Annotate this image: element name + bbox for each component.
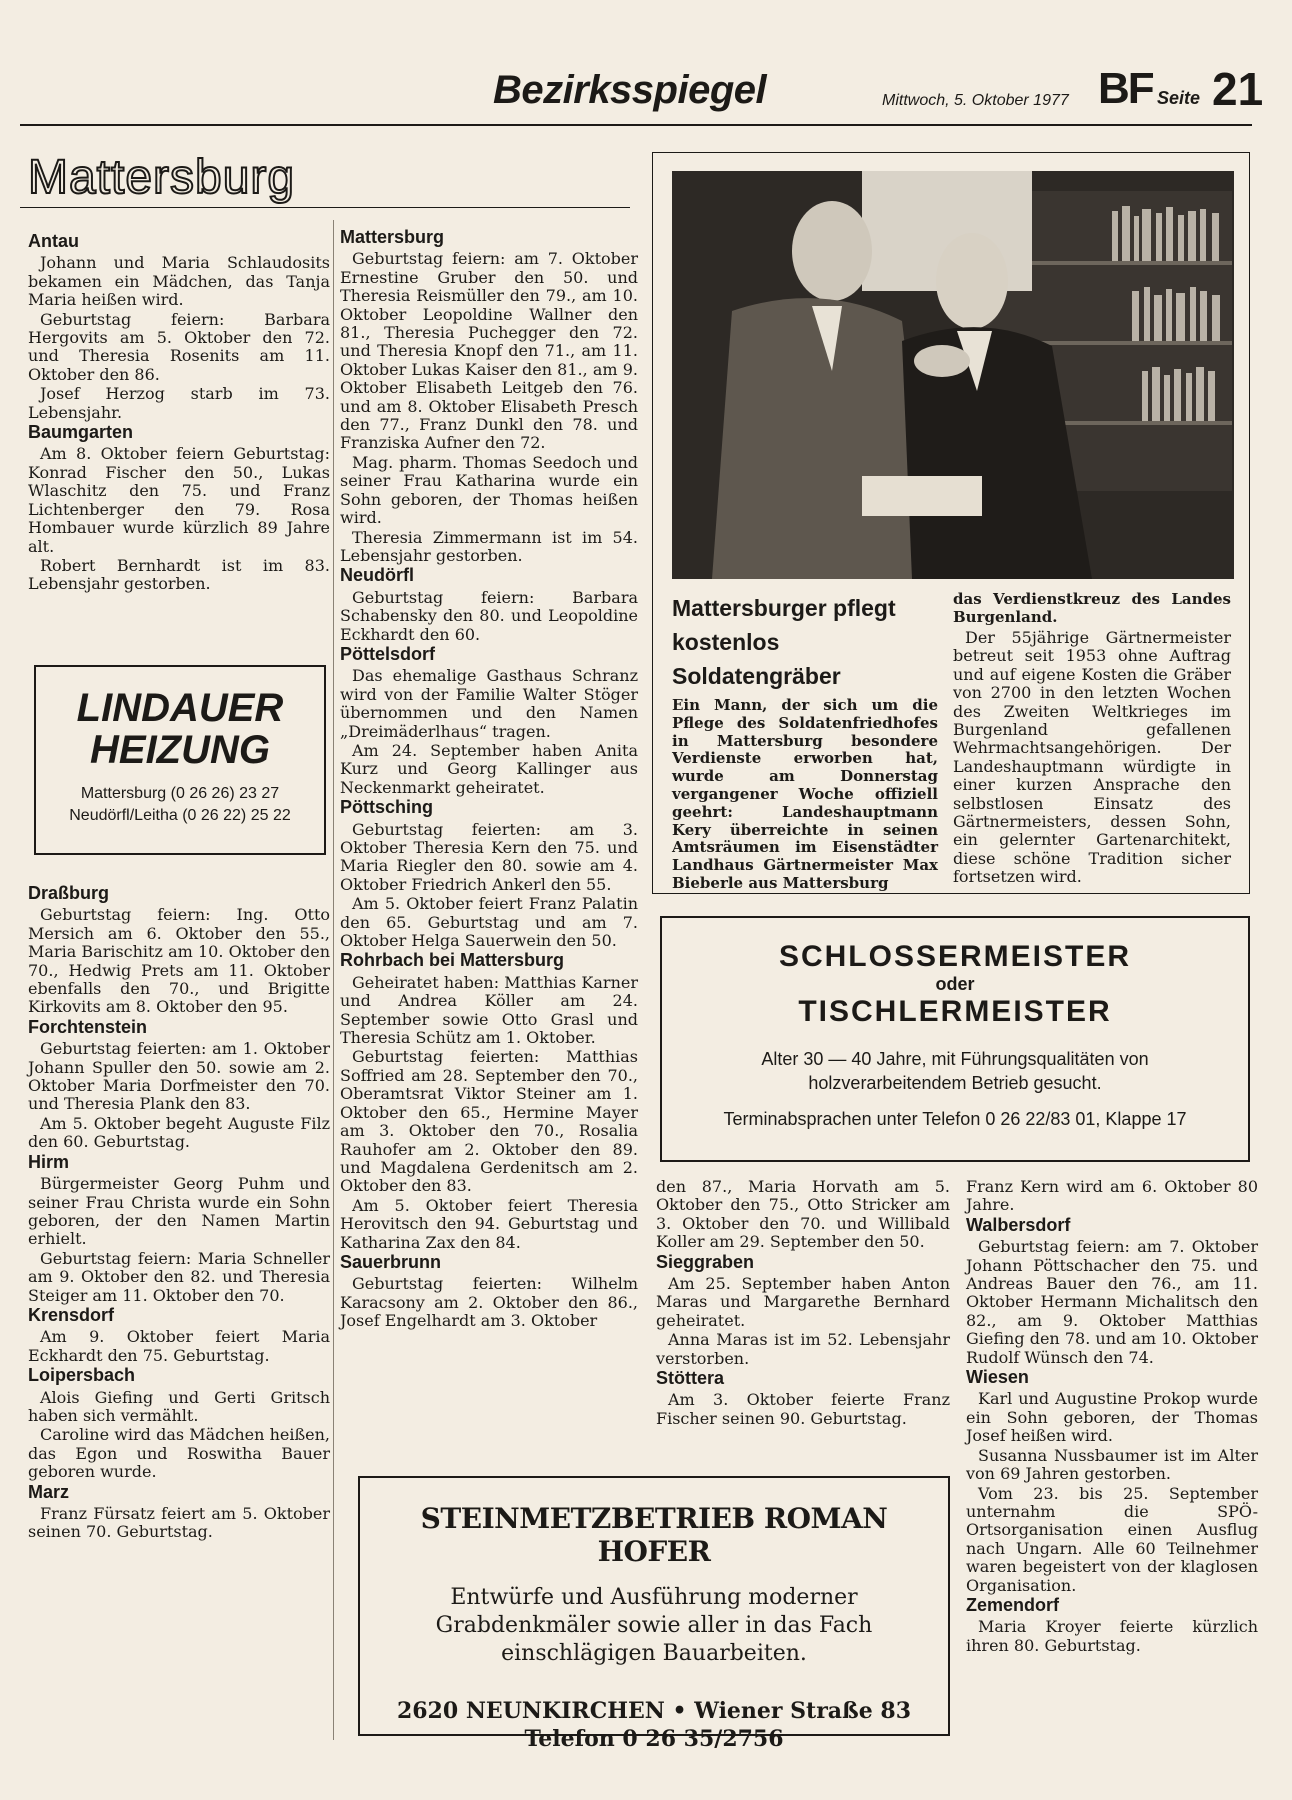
paragraph: Am 24. September haben Anita Kurz und Georg Kallinger aus Neckenmarkt geheiratet.: [340, 740, 638, 797]
article-marz: [28, 1483, 330, 1542]
article-hirm: [28, 1153, 330, 1305]
paragraph: Susanna Nussbaumer ist im Alter von 69 Jahren gestorben.: [966, 1445, 1258, 1484]
feature-photo: [672, 171, 1234, 579]
headline-line: Soldatengräber: [672, 663, 841, 689]
article-heading: Stöttera: [656, 1368, 725, 1389]
article-heading: Hirm: [28, 1151, 70, 1172]
article-heading: Marz: [28, 1481, 70, 1502]
ad-lindauer-line1: LINDAUER: [76, 686, 284, 730]
paragraph: Am 9. Oktober feiert Maria Eckhardt den 75. Geburtstag.: [28, 1327, 330, 1365]
paper-logo: BF: [1098, 64, 1153, 113]
ad-steinmetz-address: 2620 NEUNKIRCHEN • Wiener Straße 83: [396, 1698, 912, 1724]
ad-steinmetz-title: STEINMETZBETRIEB ROMAN HOFER: [420, 1502, 888, 1568]
article-zemendorf: [966, 1596, 1258, 1655]
paragraph: Theresia Zimmermann ist im 54. Lebensjahr gestorben.: [340, 527, 638, 565]
paragraph: Alois Giefing und Gerti Gritsch haben sich vermählt.: [28, 1387, 330, 1425]
article-heading: Wiesen: [966, 1367, 1029, 1388]
paragraph: Das ehemalige Gasthaus Schranz wird von der Familie Walter Stöger übernommen und den Namen „Dreimäderlhaus“ tragen.: [340, 666, 638, 741]
article-heading: Loipersbach: [28, 1365, 136, 1386]
paragraph: Am 3. Oktober feierte Franz Fischer seinen 90. Geburtstag.: [656, 1390, 950, 1428]
article-neudoerfl: [340, 566, 638, 644]
article-sauerbrunn-continued: [656, 1178, 950, 1252]
paragraph: Geburtstag feierten: Wilhelm Karacsony am 2. Oktober den 86., Josef Engelhardt am 3. Oktober: [340, 1274, 638, 1331]
column-1-top: [28, 232, 330, 595]
paragraph: Caroline wird das Mädchen heißen, das Egon und Roswitha Bauer geboren wurde.: [28, 1425, 330, 1482]
paragraph: Johann und Maria Schlaudosits bekamen ein Mädchen, das Tanja Maria heißen wird.: [28, 253, 330, 310]
page-number: 21: [1212, 63, 1264, 115]
paragraph: den 87., Maria Horvath am 5. Oktober den 75., Otto Stricker am 3. Oktober den 70. und Willibald Koller am 29. September den 50.: [656, 1177, 950, 1252]
ad-steinmetz-text: Entwürfe und Ausführung moderner Grabdenkmäler sowie aller in das Fach einschlägigen Bauarbeiten.: [435, 1585, 873, 1666]
feature-lead: Ein Mann, der sich um die Pflege des Soldatenfriedhofes in Mattersburg besondere Verdienste erworben hat, wurde am Donnerstag vergangener Woche offiziell geehrt: Landeshauptmann Kery überreichte in seinen Amtsräumen im Eisenstädter Landhaus Gärtnermeister Max Bieberle aus Mattersburg: [672, 696, 938, 892]
paragraph: Geburtstag feiern: am 7. Oktober Johann Pöttschacher den 75. und Andreas Bauer den 76., am 11. Oktober Hermann Michalitsch den 82., am 9. Oktober Matthias Giefing den 78. und am 10. Oktober Rudolf Wünsch den 74.: [966, 1237, 1258, 1367]
article-stoettera-continued: [966, 1178, 1258, 1215]
paragraph: Franz Fürsatz feiert am 5. Oktober seinen 70. Geburtstag.: [28, 1504, 330, 1542]
article-heading: Sieggraben: [656, 1251, 755, 1272]
ad-schlossermeister: [660, 916, 1250, 1162]
ad-steinmetzbetrieb: [358, 1476, 950, 1752]
article-sauerbrunn: [340, 1253, 638, 1331]
ad-schlosser-line3: TISCHLERMEISTER: [798, 995, 1112, 1028]
article-heading: Baumgarten: [28, 422, 134, 443]
paragraph: Geburtstag feierten: am 1. Oktober Johann Spuller den 50. sowie am 2. Oktober Maria Dorfmeister den 70. und Theresia Plank den 83.: [28, 1039, 330, 1114]
article-heading: Neudörfl: [340, 565, 414, 586]
feature-lead-continued: das Verdienstkreuz des Landes Burgenland.: [953, 590, 1231, 626]
article-heading: Pöttelsdorf: [340, 643, 436, 664]
column-1-bottom: [28, 884, 330, 1543]
ad-lindauer-line2: HEIZUNG: [90, 728, 270, 772]
paragraph: Karl und Augustine Prokop wurde ein Sohn geboren, der Thomas Josef heißen wird.: [966, 1389, 1258, 1446]
paragraph: Geburtstag feiern: Barbara Schabensky den 80. und Leopoldine Eckhardt den 60.: [340, 587, 638, 644]
feature-headline: [672, 591, 922, 693]
paragraph: Josef Herzog starb im 73. Lebensjahr.: [28, 384, 330, 422]
article-walbersdorf: [966, 1216, 1258, 1367]
district-title: Mattersburg: [28, 151, 296, 204]
article-heading: Forchtenstein: [28, 1016, 148, 1037]
article-baumgarten: [28, 423, 330, 594]
headline-line: kostenlos: [672, 629, 780, 655]
header-rule: [20, 124, 1252, 126]
ad-schlosser-line2: oder: [935, 974, 975, 994]
ad-lindauer-phone1: Mattersburg (0 26 26) 23 27: [80, 785, 280, 802]
issue-date: Mittwoch, 5. Oktober 1977: [882, 92, 1069, 109]
photo-illustration: [672, 171, 1234, 579]
ad-lindauer-heizung: [34, 665, 326, 855]
article-heading: Mattersburg: [340, 227, 445, 247]
article-forchtenstein: [28, 1018, 330, 1152]
article-stoettera: [656, 1369, 950, 1428]
paragraph: Am 8. Oktober feiern Geburtstag: Konrad Fischer den 50., Lukas Wlaschitz den 75. und Franz Lichtenberger den 79. Rosa Hombauer wurde kürzlich 89 Jahre alt.: [28, 444, 330, 556]
paragraph: Franz Kern wird am 6. Oktober 80 Jahre.: [966, 1177, 1258, 1215]
ad-steinmetz-phone: Telefon 0 26 35/2756: [524, 1726, 784, 1752]
paragraph: Robert Bernhardt ist im 83. Lebensjahr gestorben.: [28, 555, 330, 594]
paragraph: Am 5. Oktober begeht Auguste Filz den 60. Geburtstag.: [28, 1113, 330, 1152]
ad-schlosser-text: Alter 30 — 40 Jahre, mit Führungsqualitäten von holzverarbeitendem Betrieb gesucht.: [761, 1049, 1149, 1093]
article-heading: Walbersdorf: [966, 1214, 1071, 1235]
article-heading: Draßburg: [28, 883, 109, 903]
article-sieggraben: [656, 1253, 950, 1368]
feature-box: [652, 152, 1250, 894]
article-drassburg: [28, 884, 330, 1017]
feature-body: Der 55jährige Gärtnermeister betreut seit 1953 ohne Auftrag und auf eigene Kosten die Gräber von 2700 in den letzten Wochen des Zweiten Weltkrieges im Burgenland gefallenen Wehrmachtsangehörigen. Der Landeshauptmann würdigte in einer kurzen Ansprache den selbstlosen Einsatz des Gärtnermeisters, dessen Sohn, ein gelernter Gartenarchitekt, diese schöne Tradition sicher fortsetzen wird.: [953, 628, 1231, 887]
paragraph: Mag. pharm. Thomas Seedoch und seiner Frau Katharina wurde ein Sohn geboren, der Thomas heißen wird.: [340, 452, 638, 528]
paragraph: Bürgermeister Georg Puhm und seiner Frau Christa wurde ein Sohn geboren, der den Namen Martin erhielt.: [28, 1174, 330, 1249]
article-rohrbach: [340, 951, 638, 1252]
article-heading: Sauerbrunn: [340, 1251, 442, 1272]
column-2: [340, 228, 638, 1332]
paragraph: Maria Kroyer feierte kürzlich ihren 80. Geburtstag.: [966, 1617, 1258, 1655]
masthead-rule: [20, 207, 630, 208]
paragraph: Geburtstag feiern: Ing. Otto Mersich am 6. Oktober den 55., Maria Barischitz am 10. Oktober den 70., Hedwig Prets am 11. Oktober ebenfalls den 70., und Brigitte Kirkovits am 8. Oktober den 95.: [28, 905, 330, 1017]
article-poettelsdorf: [340, 645, 638, 797]
paragraph: Am 5. Oktober feiert Franz Palatin den 65. Geburtstag und am 7. Oktober Helga Sauerwein den 50.: [340, 894, 638, 951]
paragraph: Geburtstag feierten: am 3. Oktober Theresia Kern den 75. und Maria Riegler den 80. sowie am 4. Oktober Friedrich Ankerl den 55.: [340, 819, 638, 894]
article-wiesen: [966, 1368, 1258, 1595]
article-krensdorf: [28, 1306, 330, 1365]
paragraph: Geheiratet haben: Matthias Karner und Andrea Köller am 24. September sowie Otto Grasl und Theresia Schütz am 1. Oktober.: [340, 972, 638, 1048]
article-heading: Krensdorf: [28, 1304, 115, 1325]
column-divider-1: [333, 220, 334, 1740]
section-title: Bezirksspiegel: [493, 68, 767, 112]
paragraph: Geburtstag feiern: am 7. Oktober Ernestine Gruber den 50. und Theresia Reismüller den 79., am 10. Oktober Leopoldine Wallner den 81., Theresia Puchegger den 72. und Theresia Knopf den 71., am 11. Oktober Lukas Kaiser den 81., am 9. Oktober Elisabeth Leitgeb den 76. und am 8. Oktober Elisabeth Presch den 77., Franz Dunkl den 78. und Franziska Aufner den 72.: [340, 249, 638, 453]
article-poettsching: [340, 798, 638, 950]
page-label: Seite: [1157, 88, 1201, 108]
ad-lindauer-phone2: Neudörfl/Leitha (0 26 22) 25 22: [69, 807, 291, 824]
article-heading: Zemendorf: [966, 1594, 1060, 1615]
paragraph: Vom 23. bis 25. September unternahm die SPÖ-Ortsorganisation einen Ausflug nach Ungarn. Alle 60 Teilnehmer waren begeistert von der klaglosen Organisation.: [966, 1483, 1258, 1595]
paragraph: Geburtstag feierten: Matthias Soffried am 28. September den 70., Oberamtsrat Viktor Steiner am 1. Oktober den 65., Hermine Mayer am 3. Oktober den 70., Rosalia Rauhofer am 2. Oktober den 89. und Magdalena Gerdenitsch am 2. Oktober den 83.: [340, 1047, 638, 1196]
column-3: [656, 1178, 950, 1429]
paragraph: Geburtstag feiern: Barbara Hergovits am 5. Oktober den 72. und Theresia Rosenits am 11. Oktober den 86.: [28, 309, 330, 384]
paragraph: Anna Maras ist im 52. Lebensjahr verstorben.: [656, 1330, 950, 1368]
paragraph: Am 5. Oktober feiert Theresia Herovitsch den 94. Geburtstag und Katharina Zax den 84.: [340, 1195, 638, 1252]
ad-schlosser-line1: SCHLOSSERMEISTER: [778, 940, 1132, 973]
article-heading: Pöttsching: [340, 797, 433, 818]
ad-schlosser-contact: Terminabsprachen unter Telefon 0 26 22/83 01, Klappe 17: [723, 1109, 1187, 1129]
article-heading: Rohrbach bei Mattersburg: [340, 950, 565, 971]
column-4: [966, 1178, 1258, 1656]
headline-line: Mattersburger pflegt: [672, 595, 896, 621]
article-mattersburg: [340, 228, 638, 565]
article-antau: [28, 232, 330, 422]
article-heading: Antau: [28, 231, 79, 251]
paragraph: Geburtstag feiern: Maria Schneller am 9. Oktober den 82. und Theresia Steiger am 11. Oktober den 70.: [28, 1248, 330, 1305]
article-loipersbach: [28, 1366, 330, 1481]
paragraph: Am 25. September haben Anton Maras und Margarethe Bernhard geheiratet.: [656, 1274, 950, 1330]
